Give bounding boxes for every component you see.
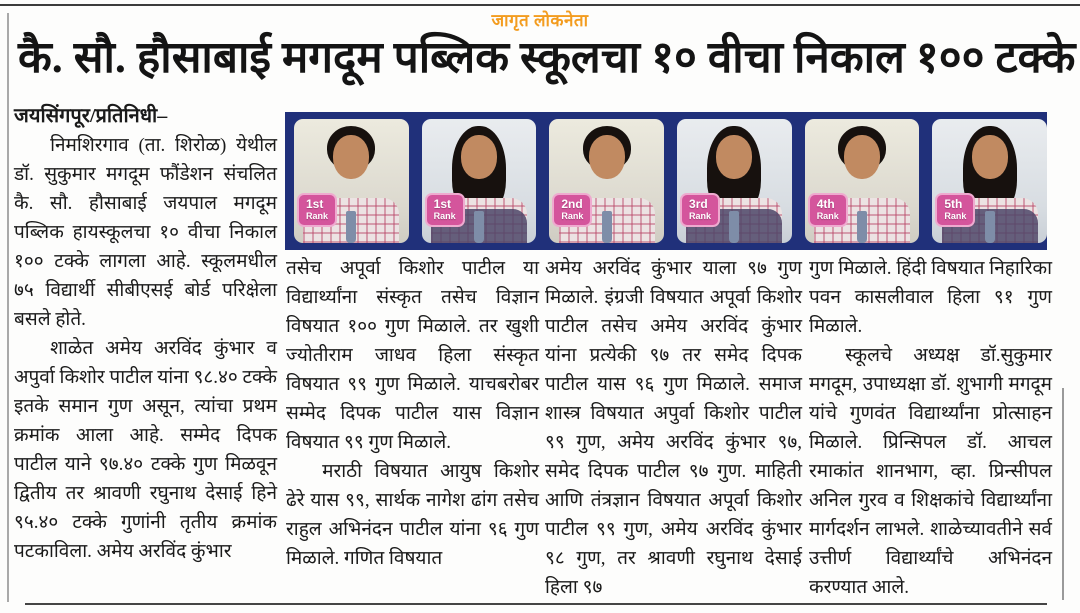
article-paragraph: शाळेत अमेय अरविंद कुंभार व अपुर्वा किशोर पाटील यांना ९८.४० टक्के इतके समान गुण असून, त्यांचा प्रथम क्रमांक आला आहे. सम्मेद दिपक पाटील याने ९७.४० टक्के गुण मिळवून द्वितीय तर श्रावणी रघुनाथ देसाई हिने ९५.४० टक्के गुणांनी तृतीय क्रमांक पटकाविला. अमेय अरविंद कुंभार <box>14 338 277 562</box>
article-column-4 <box>809 254 1052 602</box>
rank-badge <box>425 193 465 227</box>
article-column-2 <box>286 254 539 573</box>
student-avatar-tie <box>985 211 995 243</box>
rank-badge <box>680 193 720 227</box>
student-photo-5 <box>805 119 920 243</box>
rank-text: 4th <box>816 197 835 211</box>
top-rule <box>0 4 1080 6</box>
rank-badge <box>297 193 337 227</box>
article-paragraph: मराठी विषयात आयुष किशोर ढेरे यास ९९, सार्थक नागेश ढांग तसेच राहुल अभिनंदन पाटील यांना ९६ गुण मिळाले. गणित विषयात <box>286 461 539 569</box>
bottom-rule <box>25 603 1047 605</box>
student-avatar-tie <box>602 211 612 243</box>
article-paragraph: स्कूलचे अध्यक्ष डॉ.सुकुमार मगदूम, उपाध्यक्षा डॉ. शुभागी मगदूम यांचे गुणवंत विद्यार्थ्यांना प्रोत्साहन मिळाले. प्रिन्सिपल डॉ. आचल रमाकांत शानभाग, व्हा. प्रिन्सीपल अनिल गुरव व शिक्षकांचे विद्यार्थ्यांना मार्गदर्शन लाभले. शाळेच्यावतीने सर्व उत्तीर्ण विद्यार्थ्यांचे अभिनंदन करण्यात आले. <box>809 345 1052 598</box>
rank-text: 2nd <box>561 197 583 211</box>
right-column-separator <box>1062 388 1064 600</box>
student-avatar-face <box>716 135 752 179</box>
rank-text: 3rd <box>689 197 708 211</box>
article-paragraph: अमेय अरविंद कुंभार याला ९७ गुण मिळाले. इंग्रजी विषयात अपूर्वा किशोर पाटील तसेच अमेय अरविंद कुंभार यांना प्रत्येकी ९७ तर समेद दिपक पाटील यास ९६ गुण मिळाले. समाज शास्त्र विषयात अपुर्वा किशोर पाटील ९९ गुण, अमेय अरविंद कुंभार ९७, समेद दिपक पाटील ९७ गुण. माहिती आणि तंत्रज्ञान विषयात अपूर्वा किशोर पाटील ९९ गुण, अमेय अरविंद कुंभार ९८ गुण, तर श्रावणी रघुनाथ देसाई हिला ९७ <box>545 258 802 598</box>
student-photo-1 <box>294 119 409 243</box>
student-photo-3 <box>549 119 664 243</box>
student-avatar-tie <box>474 211 484 243</box>
dateline: जयसिंगपूर/प्रतिनिधी– <box>14 105 168 127</box>
rank-label: Rank <box>816 211 839 221</box>
rank-label: Rank <box>689 211 712 221</box>
article-paragraph: निमशिरगाव (ता. शिरोळ) येथील डॉ. सुकुमार मगदूम फौंडेशन संचलित कै. सौ. हौसाबाई जयपाल मगदूम पब्लिक हायस्कूलचा १० वीचा निकाल १०० टक्के लागला आहे. स्कूलमधील ७५ विद्यार्थी सीबीएसई बोर्ड परिक्षेला बसले होते. <box>14 135 277 330</box>
student-photo-4 <box>677 119 792 243</box>
student-avatar-face <box>333 135 369 179</box>
rank-badge <box>808 193 848 227</box>
photo-strip <box>285 112 1047 250</box>
rank-badge <box>935 193 975 227</box>
student-avatar-tie <box>346 211 356 243</box>
left-border-rule <box>7 13 9 602</box>
article-paragraph: गुण मिळाले. हिंदी विषयात निहारिका पवन कासलीवाल हिला ९१ गुण मिळाले. <box>809 258 1052 337</box>
rank-label: Rank <box>944 211 967 221</box>
masthead-tag: जागृत लोकनेता <box>491 11 589 30</box>
student-avatar-face <box>972 135 1008 179</box>
rank-text: 1st <box>306 197 324 211</box>
student-photo-2 <box>422 119 537 243</box>
student-avatar-tie <box>857 211 867 243</box>
student-avatar-tie <box>729 211 739 243</box>
rank-badge <box>552 193 592 227</box>
student-avatar-face <box>844 135 880 179</box>
student-avatar-face <box>461 135 497 179</box>
rank-text: 1st <box>433 197 452 211</box>
rank-label: Rank <box>561 211 584 221</box>
article-column-3 <box>545 254 802 602</box>
headline: कै. सौ. हौसाबाई मगदूम पब्लिक स्कूलचा १० वीचा निकाल १०० टक्के <box>18 33 1076 82</box>
rank-label: Rank <box>306 211 329 221</box>
article-paragraph: तसेच अपूर्वा किशोर पाटील या विद्यार्थ्यांना संस्कृत तसेच विज्ञान विषयात १०० गुण मिळाले. तर खुशी ज्योतीराम जाधव हिला संस्कृत विषयात ९९ गुण मिळाले. याचबरोबर सम्मेद दिपक पाटील यास विज्ञान विषयात ९९ गुण मिळाले. <box>286 258 539 453</box>
article-column-1 <box>14 102 277 566</box>
rank-text: 5th <box>944 197 963 211</box>
rank-label: Rank <box>433 211 456 221</box>
student-photo-6 <box>932 119 1047 243</box>
student-avatar-face <box>589 135 625 179</box>
